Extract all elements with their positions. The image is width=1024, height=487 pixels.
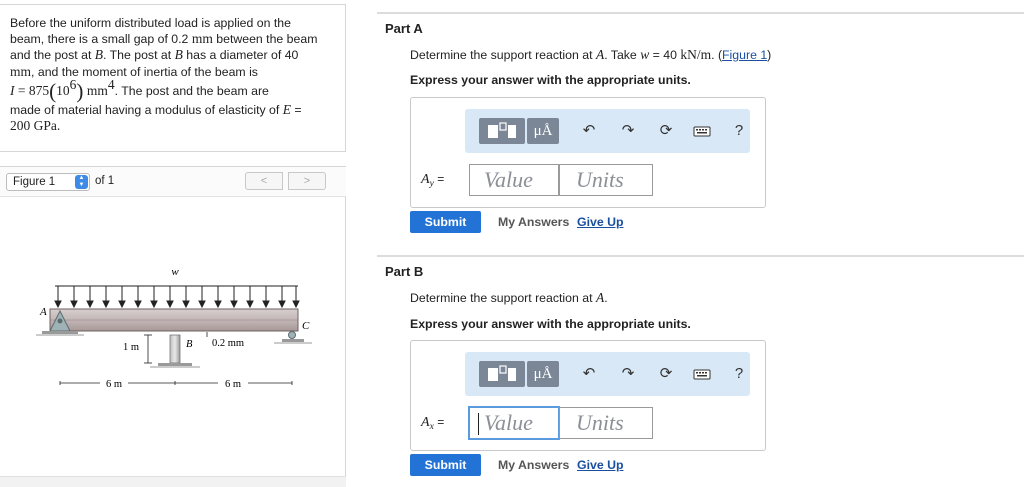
templates-icon xyxy=(479,361,525,387)
variable-symbol: A xyxy=(421,172,430,187)
load-symbol: w xyxy=(640,47,650,62)
figure-select-value: Figure 1 xyxy=(13,176,56,188)
question-text: ) xyxy=(767,48,772,62)
roller-support-c xyxy=(274,332,312,344)
part-a-answer-box xyxy=(410,97,766,208)
label-a: A xyxy=(40,306,47,318)
part-b-my-answers-link[interactable]: My Answers xyxy=(498,458,570,472)
inertia-exponent: 6 xyxy=(69,76,77,92)
part-a-my-answers-link[interactable]: My Answers xyxy=(498,215,570,229)
help-label: ? xyxy=(734,122,744,139)
problem-statement: Before the uniform distributed load is applied on the beam, there is a small gap of 0.2 mm between the beam and the post at B. The post at B has a diameter of 40 mm, and the moment of inertia of the beam is $I = 875(10^6)$ $mm^4$. The post and the beam are made of material having a modulus of elasticity of E = 200 GPa. xyxy=(0,4,346,152)
problem-text: and the post at xyxy=(10,48,92,63)
part-b-divider xyxy=(377,255,1024,257)
part-a-question xyxy=(410,47,771,63)
templates-button[interactable] xyxy=(479,118,525,144)
part-b-math-toolbar xyxy=(465,352,750,396)
problem-text: made of material having a modulus of elasticity of xyxy=(10,102,280,117)
figure-select[interactable] xyxy=(6,173,90,191)
units-button[interactable] xyxy=(527,118,559,144)
keyboard-icon[interactable] xyxy=(692,121,712,141)
figure-count: of 1 xyxy=(95,175,115,187)
units-button[interactable] xyxy=(527,361,559,387)
units-icon: μÅ xyxy=(533,123,553,139)
post-b xyxy=(150,335,200,367)
variable-subscript: x xyxy=(429,422,434,432)
help-icon[interactable] xyxy=(729,121,749,141)
question-text: Determine the support reaction at xyxy=(410,48,593,62)
redo-icon[interactable]: ↷ xyxy=(621,365,635,382)
problem-text: = xyxy=(294,102,302,117)
part-b-submit-button[interactable]: Submit xyxy=(410,454,481,476)
part-b-give-up-link[interactable]: Give Up xyxy=(577,458,624,472)
keyboard-icon[interactable] xyxy=(692,364,712,384)
question-text: Determine the support reaction at xyxy=(410,291,593,305)
units-icon: μÅ xyxy=(533,366,553,382)
part-b-answer-box xyxy=(410,340,766,451)
label-c: C xyxy=(302,320,310,332)
text-caret xyxy=(478,413,479,435)
span-right-label: 6 m xyxy=(224,379,242,390)
equals-sign: = xyxy=(437,172,445,186)
chevron-right-icon: > xyxy=(303,175,311,187)
figure-panel xyxy=(0,166,346,487)
part-a-give-up-link[interactable]: Give Up xyxy=(577,215,624,229)
load-unit: kN/m xyxy=(680,47,712,62)
next-figure-button[interactable] xyxy=(288,172,326,190)
distributed-load xyxy=(55,286,299,307)
modulus-symbol: E xyxy=(282,101,291,117)
problem-text: . The post and the beam are xyxy=(114,83,269,98)
part-b-title: Part B xyxy=(385,264,424,279)
help-icon[interactable] xyxy=(729,364,749,384)
units-placeholder: Units xyxy=(576,410,624,435)
units-placeholder: Units xyxy=(576,167,624,192)
part-a-math-toolbar xyxy=(465,109,750,153)
label-b: B xyxy=(186,339,193,350)
part-b-question xyxy=(410,290,608,306)
point-b-symbol: B xyxy=(174,47,183,63)
equals-sign: = xyxy=(437,415,445,429)
point-a-symbol: A xyxy=(595,47,605,62)
variable-subscript: y xyxy=(429,179,434,189)
inertia-base: 10 xyxy=(56,82,70,98)
point-a-symbol: A xyxy=(595,290,605,305)
help-label: ? xyxy=(734,365,744,382)
inertia-unit-exponent: 4 xyxy=(107,76,115,92)
problem-text: . The post at xyxy=(103,48,172,63)
load-value: = 40 xyxy=(652,48,677,62)
question-text: . Take xyxy=(604,48,637,62)
part-a-value-input[interactable] xyxy=(469,164,559,196)
load-label: w xyxy=(171,266,179,278)
part-b-value-input[interactable] xyxy=(469,407,559,439)
bottom-strip xyxy=(0,476,346,487)
figure-link[interactable]: Figure 1 xyxy=(722,48,768,62)
question-text: . ( xyxy=(711,48,723,62)
inertia-unit: mm xyxy=(86,82,108,98)
inertia-symbol: I xyxy=(10,82,15,98)
inertia-value: = 875 xyxy=(17,82,50,98)
value-placeholder: Value xyxy=(484,167,533,192)
modulus-value: 200 GPa. xyxy=(10,118,61,134)
redo-icon[interactable]: ↷ xyxy=(621,122,635,139)
diameter-unit: mm xyxy=(10,63,32,79)
templates-icon xyxy=(479,118,525,144)
question-text: . xyxy=(604,291,608,305)
select-arrows-icon: ▲ ▼ xyxy=(75,175,88,189)
part-a-divider xyxy=(377,12,1024,14)
part-a-units-input[interactable] xyxy=(559,164,653,196)
part-b-instruction: Express your answer with the appropriate units. xyxy=(410,317,691,331)
post-height-label: 1 m xyxy=(123,342,140,353)
part-b-variable xyxy=(421,415,444,432)
reset-icon[interactable]: ⟳ xyxy=(659,365,673,382)
chevron-left-icon: < xyxy=(260,175,268,187)
templates-button[interactable] xyxy=(479,361,525,387)
undo-icon[interactable]: ↶ xyxy=(582,122,596,139)
part-b-units-input[interactable] xyxy=(559,407,653,439)
gap-unit: mm xyxy=(191,31,213,47)
problem-text: has a diameter of 40 xyxy=(186,48,299,63)
problem-text: , and the moment of inertia of the beam is xyxy=(31,64,258,79)
reset-icon[interactable]: ⟳ xyxy=(659,122,673,139)
beam-diagram xyxy=(30,265,315,415)
problem-text: between the beam xyxy=(216,32,318,47)
span-left-label: 6 m xyxy=(105,379,123,390)
figure-toolbar xyxy=(0,167,346,197)
point-b-symbol: B xyxy=(94,47,104,63)
prev-figure-button[interactable] xyxy=(245,172,283,190)
value-placeholder: Value xyxy=(484,410,533,435)
undo-icon[interactable]: ↶ xyxy=(582,365,596,382)
part-a-submit-button[interactable]: Submit xyxy=(410,211,481,233)
part-a-title: Part A xyxy=(385,21,423,36)
problem-text: beam, there is a small gap of 0.2 xyxy=(10,32,189,47)
part-a-variable xyxy=(421,172,444,189)
gap-label: 0.2 mm xyxy=(212,338,245,349)
variable-symbol: A xyxy=(421,415,430,430)
problem-text: Before the uniform distributed load is applied on the xyxy=(10,16,291,30)
part-a-instruction: Express your answer with the appropriate units. xyxy=(410,73,691,87)
